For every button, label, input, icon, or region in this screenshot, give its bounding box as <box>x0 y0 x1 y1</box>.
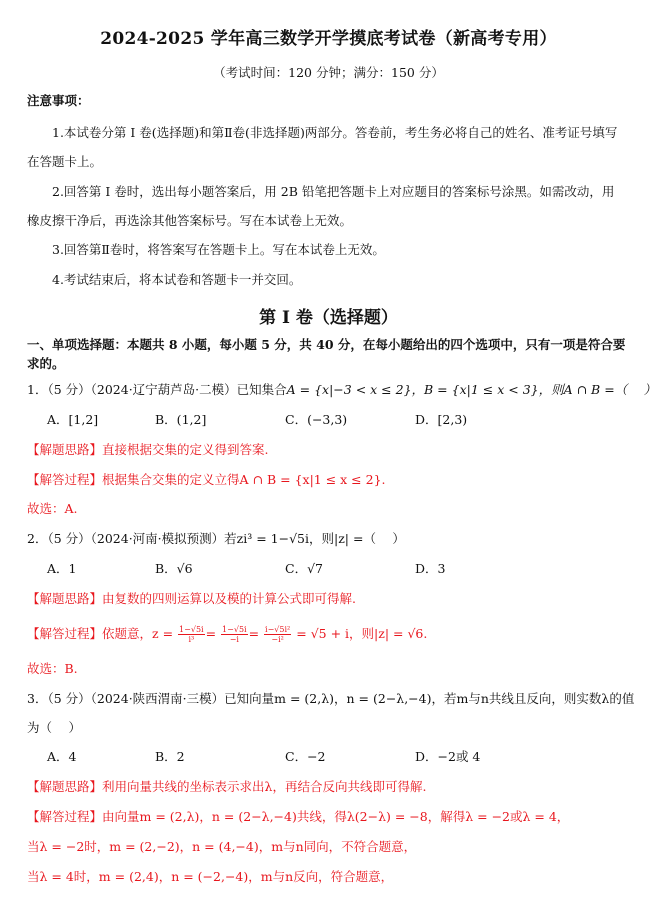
idea-label: 【解题思路】 <box>27 591 103 606</box>
question-1-option-c: C．(−3,3) <box>285 412 348 427</box>
section-intro-cont: 求的。 <box>27 356 65 371</box>
fraction-2: $\frac{1-√5i}{-i}$ <box>222 625 247 644</box>
page-title: 2024-2025 学年高三数学开学摸底考试卷（新高考专用） <box>100 29 557 49</box>
question-1-idea: 【解题思路】直接根据交集的定义得到答案. <box>27 442 269 457</box>
question-2-option-d: D．3 <box>415 561 446 576</box>
note-item-4: 4.考试结束后，将本试卷和答题卡一并交回。 <box>52 272 302 287</box>
question-3-idea: 【解题思路】利用向量共线的坐标表示求出λ，再结合反向共线即可得解. <box>27 779 427 794</box>
note-item-3: 3.回答第Ⅱ卷时，将答案写在答题卡上。写在本试卷上无效。 <box>52 242 385 257</box>
question-2-idea: 【解题思路】由复数的四则运算以及模的计算公式即可得解. <box>27 591 356 606</box>
question-2-option-c: C．√7 <box>285 561 323 576</box>
question-2-stem: 2．（5 分）（2024·河南·模拟预测）若zi³ = 1−√5i，则|z| =（ ） <box>27 531 405 546</box>
question-3-case-1: 当λ = −2时，m = (2,−2)，n = (4,−4)，m与n同向，不符合题意， <box>27 839 417 854</box>
fraction-1: $\frac{1-√5i}{\text{i³}}$ <box>179 625 204 644</box>
process-label: 【解答过程】 <box>27 472 103 487</box>
question-3-case-2: 当λ = 4时，m = (2,4)，n = (−2,−4)，m与n反向，符合题意， <box>27 869 394 884</box>
question-1-answer: 故选：A. <box>27 501 78 516</box>
question-3-stem: 3．（5 分）（2024·陕西渭南·三模）已知向量m = (2,λ)，n = (2−λ,−4)，若m与n共线且反向，则实数λ的值 <box>27 691 635 706</box>
note-item-2: 2.回答第 I 卷时，选出每小题答案后，用 2B 铅笔把答题卡上对应题目的答案标号涂黑。如需改动，用 <box>52 184 615 199</box>
question-1-prefix: 1．（5 分）（2024·辽宁葫芦岛·二模）已知集合 <box>27 382 287 397</box>
note-item-1-cont: 在答题卡上。 <box>27 154 103 169</box>
question-3-process: 【解答过程】由向量m = (2,λ)，n = (2−λ,−4)共线，得λ(2−λ) = −8，解得λ = −2或λ = 4， <box>27 809 570 824</box>
process-label: 【解答过程】 <box>27 809 103 824</box>
notes-heading: 注意事项： <box>27 93 90 108</box>
fraction-3: $\frac{\text{i−√5i²}}{\text{−i²}}$ <box>265 625 291 644</box>
question-1-option-a: A．[1,2] <box>47 412 99 427</box>
question-1-process: 【解答过程】根据集合交集的定义立得A ∩ B = {x|1 ≤ x ≤ 2}. <box>27 472 386 487</box>
process-label: 【解答过程】 <box>27 626 103 641</box>
exam-time-info: （考试时间：120 分钟；满分：150 分） <box>213 65 444 80</box>
section-title: 第 I 卷（选择题） <box>259 308 398 328</box>
question-1-option-b: B．(1,2] <box>155 412 207 427</box>
section-intro: 一、单项选择题：本题共 8 小题，每小题 5 分，共 40 分，在每小题给出的四个选项中，只有一项是符合要 <box>27 337 626 352</box>
question-1-math: A = {x|−3 < x ≤ 2}，B = {x|1 ≤ x < 3}，则A ∩ B =（ ） <box>286 382 657 397</box>
question-1-option-d: D．[2,3) <box>415 412 468 427</box>
question-2-process: 【解答过程】依题意，z = $\frac{1-√5i}{\text{i³}}$ = $\frac{1-√5i}{-i}$ = $\frac{\text{i−√5i²}}{\text{−i²}}$ = √5 + i，则|z| = √6. <box>27 625 428 644</box>
note-item-2-cont: 橡皮擦干净后，再选涂其他答案标号。写在本试卷上无效。 <box>27 213 353 228</box>
idea-label: 【解题思路】 <box>27 779 103 794</box>
question-3-option-c: C．−2 <box>285 749 326 764</box>
note-item-1: 1.本试卷分第 I 卷(选择题)和第Ⅱ卷(非选择题)两部分。答卷前，考生务必将自己的姓名、准考证号填写 <box>52 125 618 140</box>
idea-label: 【解题思路】 <box>27 442 103 457</box>
question-3-stem-cont: 为（ ） <box>27 720 81 735</box>
question-2-option-b: B．√6 <box>155 561 193 576</box>
question-3-option-a: A．4 <box>47 749 77 764</box>
question-2-answer: 故选：B. <box>27 661 78 676</box>
question-3-option-d: D．−2或 4 <box>415 749 481 764</box>
question-3-option-b: B．2 <box>155 749 185 764</box>
question-2-option-a: A．1 <box>47 561 77 576</box>
question-1-stem <box>27 381 656 399</box>
